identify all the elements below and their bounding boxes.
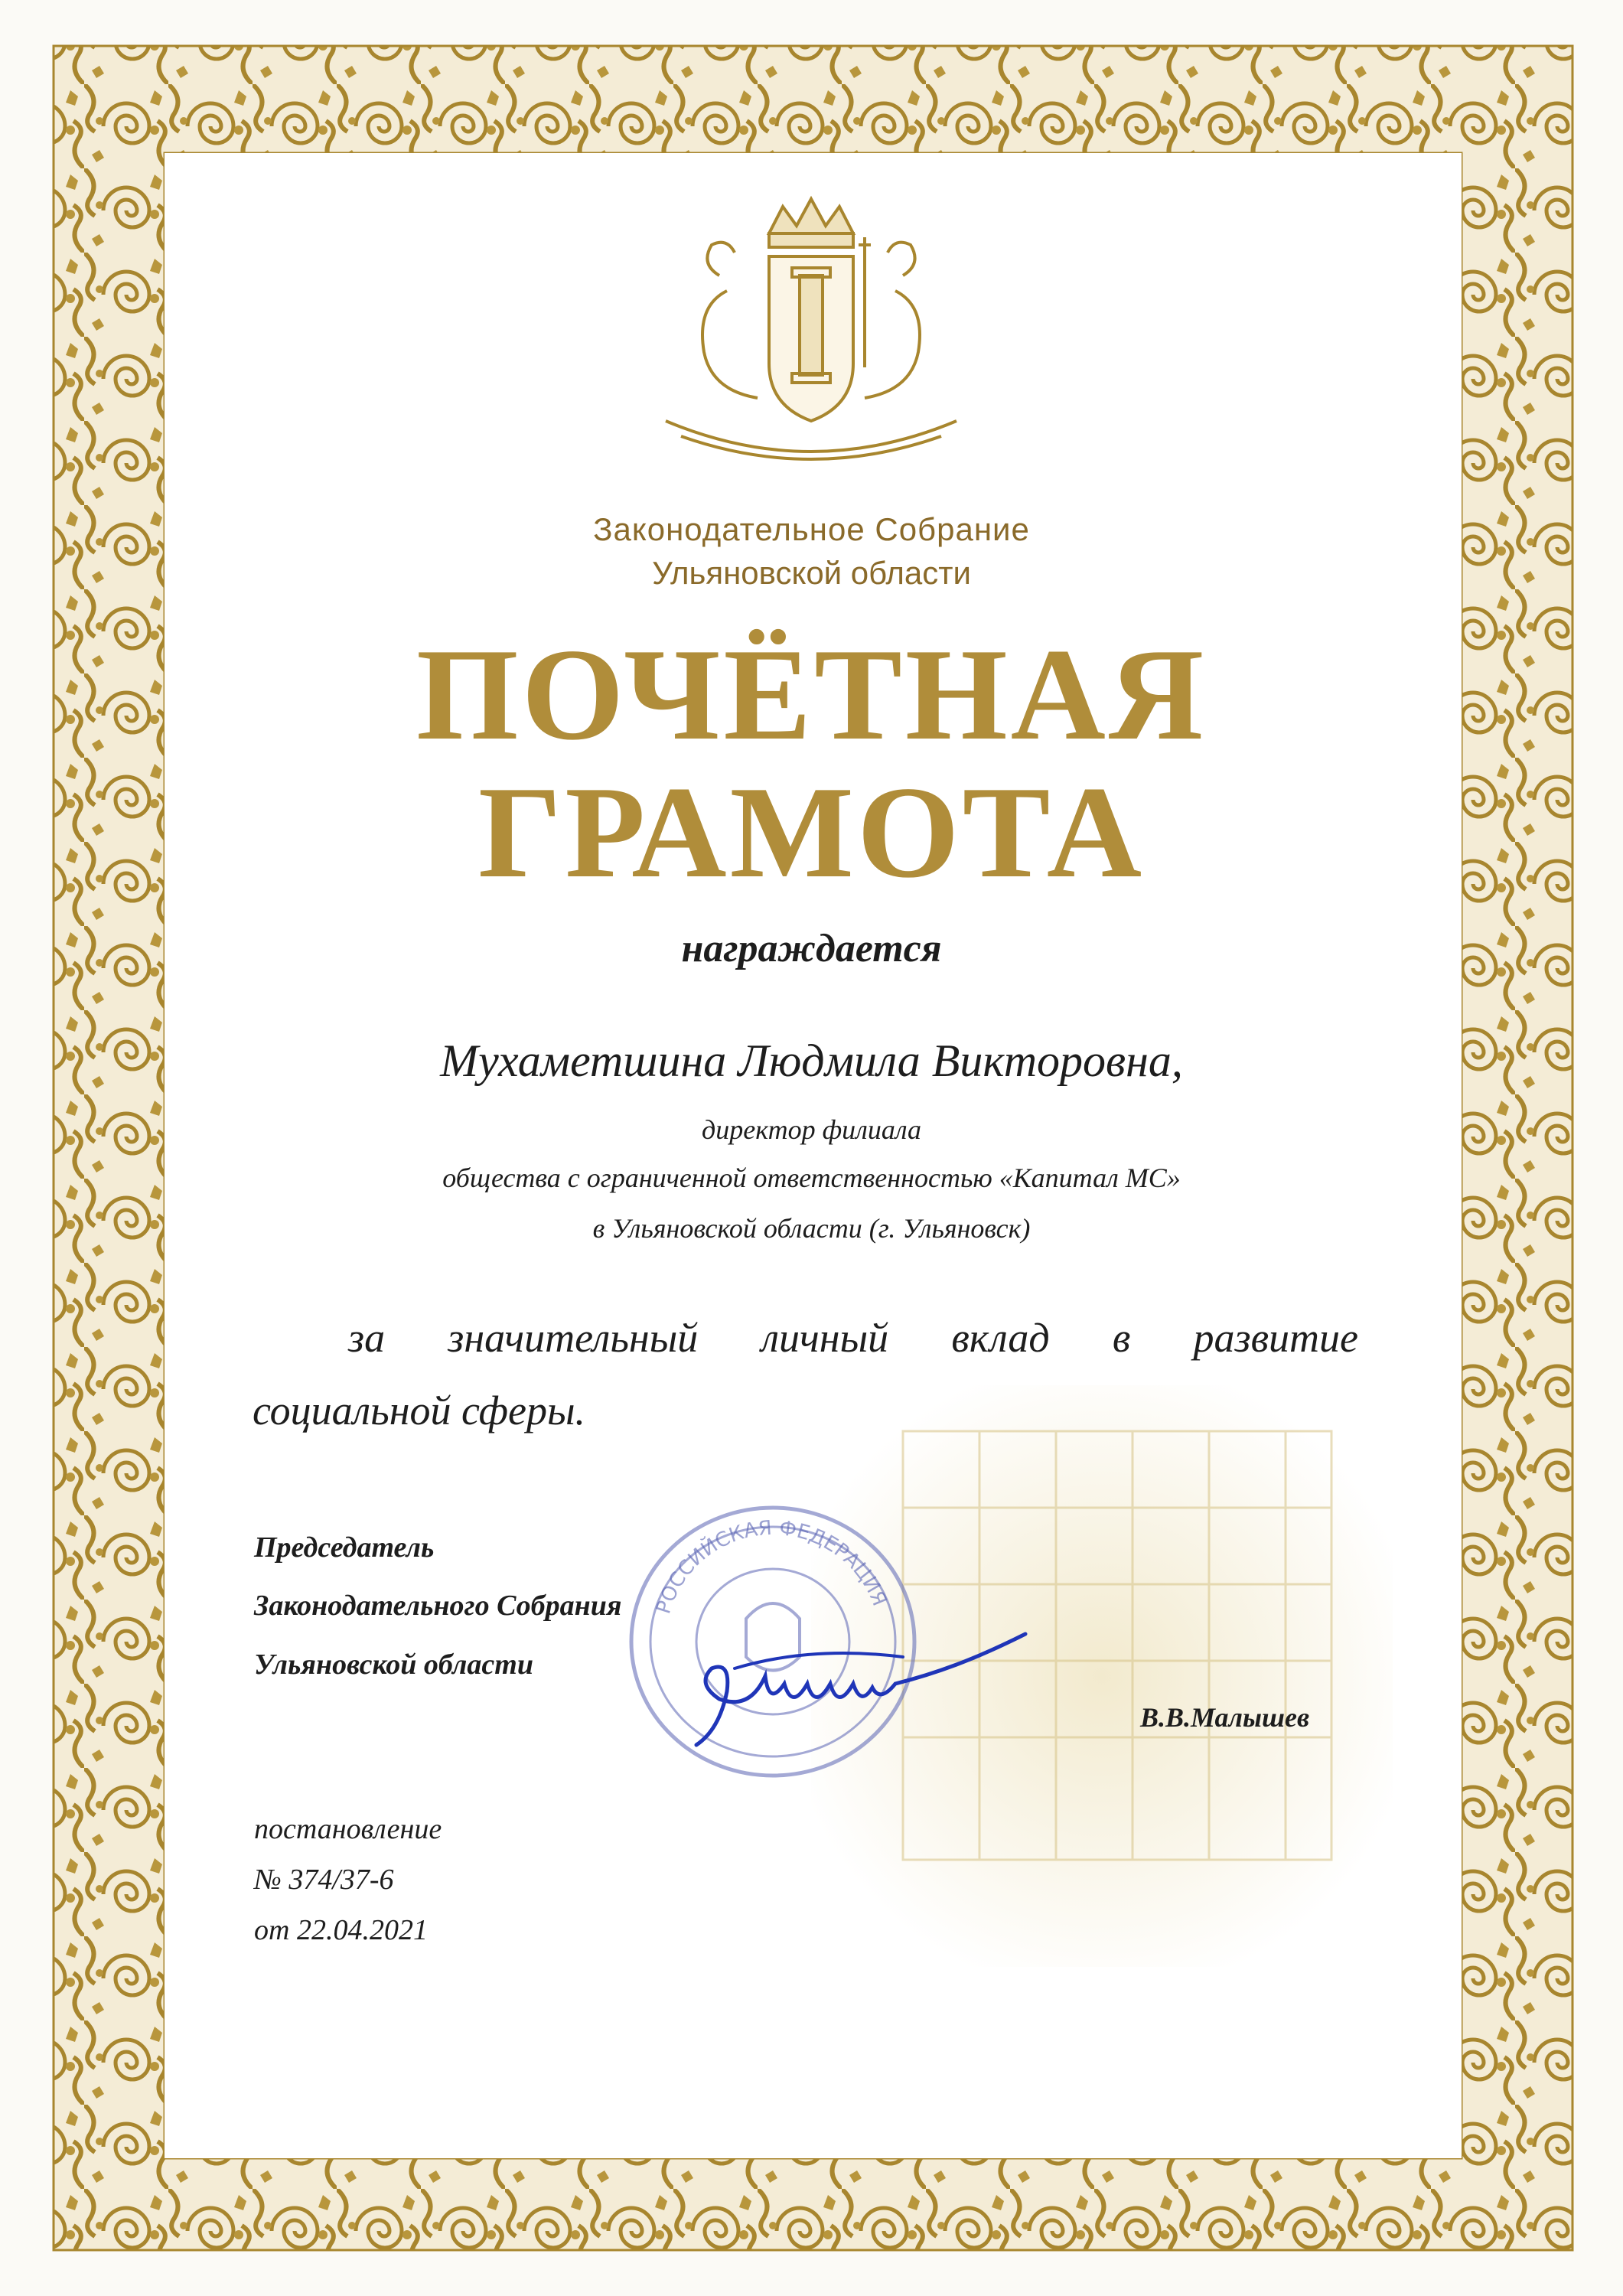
recipient-position-line2: общества с ограниченной ответственностью «Капитал МС» (442, 1163, 1181, 1193)
organization-line2: Ульяновской области (652, 555, 971, 591)
decree-date: от 22.04.2021 (254, 1914, 428, 1946)
decree-number: № 374/37-6 (254, 1864, 394, 1896)
recipient-position-line3: в Ульяновской области (г. Ульяновск) (592, 1213, 1031, 1244)
recipient-position-line1: директор филиала (702, 1114, 921, 1145)
chairman-name: В.В.Малышев (1140, 1702, 1310, 1733)
certificate-title-line1: ПОЧЁТНАЯ (416, 622, 1207, 768)
signature (689, 1623, 1117, 1768)
awarded-label: награждается (681, 927, 942, 970)
coat-of-arms (635, 191, 987, 490)
reason-line2: социальной сферы. (253, 1388, 586, 1433)
reason-line1: за значительный личный вклад в развитие (348, 1315, 1358, 1361)
certificate-title-line2: ГРАМОТА (477, 760, 1146, 905)
stamp-text: РОССИЙСКАЯ ФЕДЕРАЦИЯ (652, 1516, 891, 1617)
chairman-title-line1: Председатель (254, 1531, 435, 1564)
chairman-title-line2: Законодательного Собрания (254, 1590, 622, 1622)
decree-line1: постановление (254, 1813, 442, 1845)
organization-line1: Законодательное Собрание (593, 511, 1030, 547)
recipient-name: Мухаметшина Людмила Викторовна, (440, 1035, 1183, 1086)
chairman-title-line3: Ульяновской области (254, 1649, 533, 1681)
